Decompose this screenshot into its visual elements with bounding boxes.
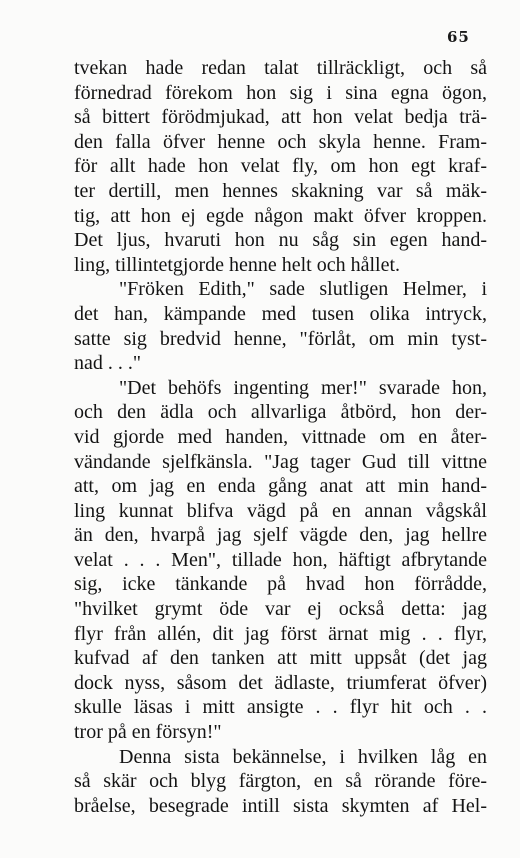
text-line: det han, kämpande med tusen olika intryck, [74,302,487,325]
text-line: ter dertill, men hennes skakning var så mäk- [74,179,487,202]
text-line: Denna sista bekännelse, i hvilken låg en [119,745,487,768]
text-line: förnedrad förekom hon sig i sina egna ögon, [74,81,487,104]
text-line: bråelse, besegrade intill sista skymten af Hel- [74,794,487,817]
body-text [74,56,487,818]
text-line: så bittert förödmjukad, att hon velat bedja trä- [74,106,487,129]
text-line: velat . . . Men", tillade hon, häftigt afbrytande [74,548,487,571]
text-line: och den ädla och allvarliga åtbörd, hon der- [74,401,487,424]
text-line: kufvad af den tanken att mitt uppsåt (det jag [74,647,487,670]
text-line: Det ljus, hvaruti hon nu såg sin egen hand- [74,229,487,252]
text-line: vid gjorde med handen, vittnade om en åter- [74,425,487,448]
text-line: flyr från allén, dit jag först ärnat mig . . flyr, [74,622,487,645]
text-line: nad . . ." [74,352,142,375]
text-line: den falla öfver henne och skyla henne. Fram- [74,130,487,153]
text-line: tig, att hon ej egde någon makt öfver kroppen. [74,204,487,227]
page-number: 65 [447,28,470,46]
text-line: "Fröken Edith," sade slutligen Helmer, i [119,278,487,301]
text-line: skulle läsas i mitt ansigte . . flyr hit och . . [74,696,487,719]
text-line: "Det behöfs ingenting mer!" svarade hon, [119,376,487,399]
text-line: vändande sjelfkänsla. "Jag tager Gud till vittne [74,450,487,473]
text-line: tvekan hade redan talat tillräckligt, och så [74,57,487,79]
text-line: sig, icke tänkande på hvad hon förrådde, [74,573,487,596]
text-line: ling, tillintetgjorde henne helt och hållet. [74,253,401,276]
text-line: än den, hvarpå jag sjelf vägde den, jag hellre [74,524,487,547]
text-line: ling kunnat blifva vägd på en annan vågskål [74,499,487,522]
text-line: dock nyss, såsom det ädlaste, triumferat öfver) [74,671,487,694]
text-line: att, om jag en enda gång anat att min hand- [74,475,487,498]
text-line: "hvilket grymt öde var ej också detta: jag [74,598,487,621]
text-line: satte sig bredvid henne, "förlåt, om min tyst- [74,327,487,350]
text-line: för allt hade hon velat fly, om hon egt kraf- [74,155,487,178]
text-line: så skär och blyg färgton, en så rörande före- [74,770,487,793]
text-line: tror på en försyn!" [74,721,222,744]
